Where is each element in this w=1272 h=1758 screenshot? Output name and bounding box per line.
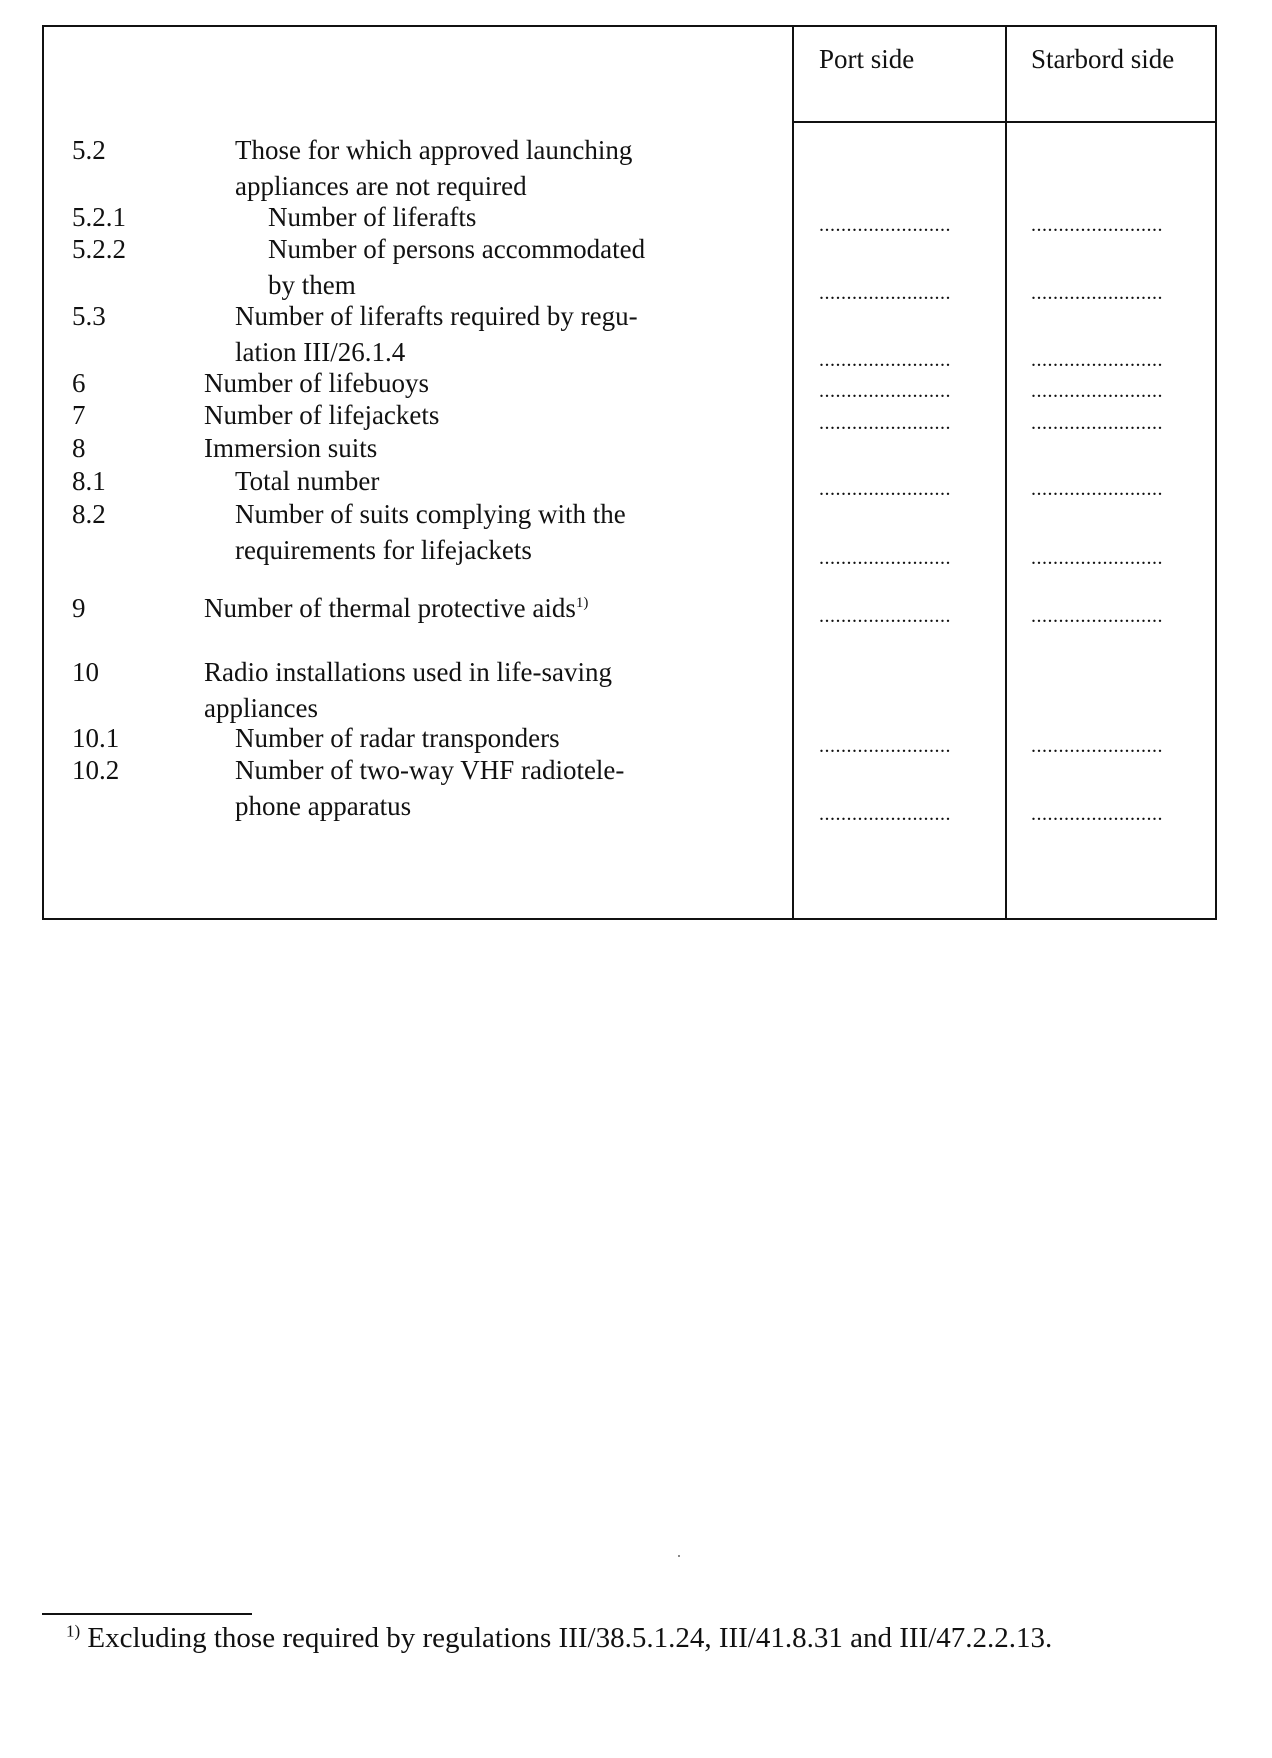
row-label-line: Number of liferafts required by regu- [235,301,638,331]
row-label-line: Number of liferafts [268,202,477,232]
column-divider-starboard [1005,27,1007,918]
footnote-rule [42,1613,252,1615]
equipment-table [42,25,1217,920]
footnote [42,1620,1217,1657]
row-label-line: Number of radar transponders [235,723,560,753]
column-divider-port [792,27,794,918]
row-label [204,590,588,626]
port-side-entry-field[interactable]: ........................ [819,412,951,434]
row-label [235,298,638,370]
row-number: 5.2.2 [72,234,126,264]
row-label-line: Number of lifebuoys [204,368,429,398]
starboard-side-entry-field[interactable]: ........................ [1031,412,1163,434]
row-label [204,654,612,726]
row-number: 5.2 [72,135,106,165]
row-label-line-wrap [204,590,588,626]
row-number: 10.1 [72,723,120,753]
port-side-entry-field[interactable]: ........................ [819,349,951,371]
port-side-entry-field[interactable]: ........................ [819,478,951,500]
row-label-line: requirements for lifejackets [235,535,532,565]
row-number: 6 [72,368,86,398]
row-label-line: lation III/26.1.4 [235,337,406,367]
starboard-side-entry-field[interactable]: ........................ [1031,605,1163,627]
row-label [204,397,439,433]
scan-speck [678,1555,680,1557]
row-label-line: by them [268,270,356,300]
port-side-entry-field[interactable]: ........................ [819,282,951,304]
row-label-line: Number of lifejackets [204,400,440,430]
row-label [268,199,476,235]
row-label [204,430,377,466]
row-label [235,496,626,568]
column-header-starboard: Starbord side [1031,44,1175,74]
column-header-port: Port side [819,44,915,74]
port-side-entry-field[interactable]: ........................ [819,547,951,569]
row-number: 8.2 [72,499,106,529]
port-side-entry-field[interactable]: ........................ [819,803,951,825]
row-label [235,132,632,204]
row-label [204,365,429,401]
port-side-entry-field[interactable]: ........................ [819,605,951,627]
row-number: 10 [72,657,99,687]
starboard-side-entry-field[interactable]: ........................ [1031,214,1163,236]
row-number: 9 [72,593,86,623]
footnote-text: Excluding those required by regulations III/38.5.1.24, III/41.8.31 and III/47.2.2.13. [80,1622,1053,1654]
row-label-line: appliances are not required [235,171,527,201]
starboard-side-entry-field[interactable]: ........................ [1031,282,1163,304]
footnote-reference: 1) [575,595,589,611]
row-number: 8 [72,433,86,463]
port-side-entry-field[interactable]: ........................ [819,214,951,236]
row-label-line: phone apparatus [235,791,412,821]
row-label-line: Radio installations used in life-saving [204,657,612,687]
row-label [235,752,624,824]
row-number: 5.2.1 [72,202,126,232]
row-number: 5.3 [72,301,106,331]
starboard-side-entry-field[interactable]: ........................ [1031,478,1163,500]
starboard-side-entry-field[interactable]: ........................ [1031,803,1163,825]
starboard-side-entry-field[interactable]: ........................ [1031,547,1163,569]
port-side-entry-field[interactable]: ........................ [819,735,951,757]
row-label-line: Number of thermal protective aids [204,593,576,623]
row-number: 8.1 [72,466,106,496]
row-label-line: Number of suits complying with the [235,499,626,529]
starboard-side-entry-field[interactable]: ........................ [1031,380,1163,402]
footnote-marker: 1) [66,1621,81,1641]
row-label-line: Those for which approved launching [235,135,633,165]
row-label-line: Number of two-way VHF radiotele- [235,755,625,785]
row-label-line: Number of persons accommodated [268,234,646,264]
row-label-line: appliances [204,693,318,723]
row-label [268,231,645,303]
row-label-line: Total number [235,466,380,496]
starboard-side-entry-field[interactable]: ........................ [1031,349,1163,371]
row-label-line: Immersion suits [204,433,378,463]
port-side-entry-field[interactable]: ........................ [819,380,951,402]
row-label [235,720,560,756]
starboard-side-entry-field[interactable]: ........................ [1031,735,1163,757]
row-number: 7 [72,400,86,430]
row-label [235,463,379,499]
header-rule [792,121,1215,123]
row-number: 10.2 [72,755,120,785]
